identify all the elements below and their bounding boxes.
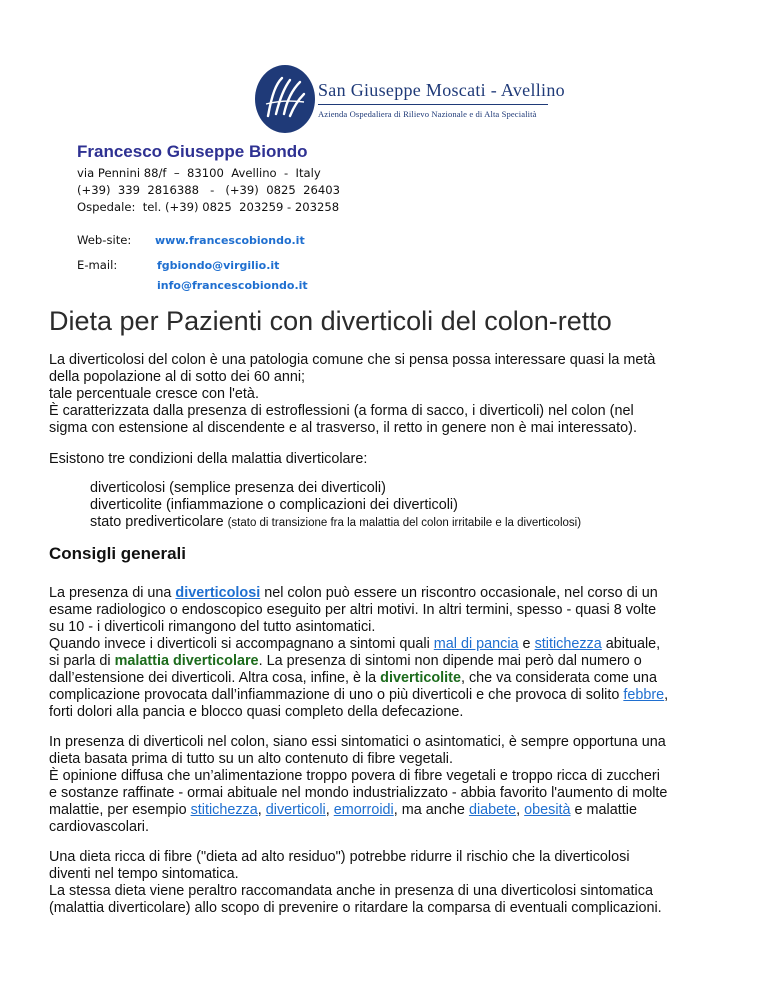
diverticoli-link[interactable]: diverticoli	[265, 802, 326, 818]
obesita-link[interactable]: obesità	[524, 802, 571, 818]
author-name: Francesco Giuseppe Biondo	[77, 142, 308, 161]
hospital-name: San Giuseppe Moscati - Avellino	[318, 80, 565, 100]
fiber-paragraph: In presenza di diverticoli nel colon, siano essi sintomatici o asintomatici, è sempre opportuna una dieta basata prima di tutto su un alto contenuto di fibre vegetali. È opinione diffusa che un’alimentazione troppo povera di fibre vegetali e troppo ricca di zuccheri e sostanze raffinate - ormai abituale nel mondo industrializzato - abbia favorito l'aumento di molte malattie, per esempio stitichezza, diverticoli, emorroidi, ma anche diabete, obesità e malattie cardiovascolari.	[49, 734, 668, 835]
intro-line: sigma con estensione al discendente e al trasverso, il retto in genere non è mai interessato).	[49, 420, 637, 436]
conditions-intro: Esistono tre condizioni della malattia diverticolare:	[49, 451, 368, 467]
condition-item: diverticolosi (semplice presenza dei diverticoli)	[90, 480, 386, 496]
general-advice-paragraph: La presenza di una diverticolosi nel colon può essere un riscontro occasionale, nel corso di un esame radiologico o endoscopico eseguito per altri motivi. In altri termini, spesso - quasi 8 volte su 10 - i diverticoli rimangono del tutto asintomatici. Quando invece i diverticoli si accompagnano a sintomi quali mal di pancia e stitichezza abituale, si parla di malattia diverticolare. La presenza di sintomi non dipende mai però dal numero o dall’estensione dei diverticoli. Altra cosa, infine, è la diverticolite, che va considerata come una complicazione provocata dall’infiammazione di uno o più diverticoli e che provoca di solito febbre, forti dolori alla pancia e blocco quasi completo della defecazione.	[49, 585, 669, 720]
website-link[interactable]: www.francescobiondo.it	[155, 234, 305, 247]
intro-paragraph	[49, 352, 729, 437]
logo-divider	[318, 104, 548, 105]
email-label: E-mail:	[77, 258, 118, 272]
hospital-subtitle: Azienda Ospedaliera di Rilievo Nazionale e di Alta Specialità	[318, 109, 537, 119]
address-line: via Pennini 88/f – 83100 Avellino - Italy	[77, 166, 321, 180]
intro-line: tale percentuale cresce con l'età.	[49, 386, 259, 402]
stitichezza-link-2[interactable]: stitichezza	[190, 802, 258, 818]
condition-item: stato prediverticolare (stato di transizione fra la malattia del colon irritabile e la diverticolosi)	[90, 514, 582, 530]
intro-line: La diverticolosi del colon è una patologia comune che si pensa possa interessare quasi la metà	[49, 352, 656, 368]
diverticolosi-link[interactable]: diverticolosi	[175, 585, 261, 601]
mal-di-pancia-link[interactable]: mal di pancia	[433, 636, 519, 652]
diabete-link[interactable]: diabete	[468, 802, 517, 818]
email-link-1[interactable]: fgbiondo@virgilio.it	[157, 259, 280, 272]
intro-line: È caratterizzata dalla presenza di estroflessioni (a forma di sacco, i diverticoli) nel colon (nel	[49, 403, 634, 419]
conditions-list	[90, 480, 581, 532]
hospital-logo	[254, 64, 565, 134]
diverticolite-term: diverticolite	[380, 670, 461, 686]
febbre-link[interactable]: febbre	[623, 687, 665, 703]
email-link-2[interactable]: info@francescobiondo.it	[157, 279, 308, 292]
hospital-phone-line: Ospedale: tel. (+39) 0825 203259 - 203258	[77, 200, 340, 214]
emorroidi-link[interactable]: emorroidi	[333, 802, 394, 818]
section-heading: Consigli generali	[49, 544, 186, 563]
document-title: Dieta per Pazienti con diverticoli del colon-retto	[49, 306, 612, 336]
hospital-monogram-logo-icon	[254, 64, 316, 134]
malattia-diverticolare-term: malattia diverticolare	[114, 653, 259, 669]
high-fiber-diet-paragraph: Una dieta ricca di fibre ("dieta ad alto residuo") potrebbe ridurre il rischio che la diverticolosi diventi nel tempo sintomatica. La stessa dieta viene peraltro raccomandata anche in presenza di una diverticolosi sintomatica (malattia diverticolare) allo scopo di prevenire o ritardare la comparsa di eventuali complicazioni.	[49, 849, 662, 916]
website-label: Web-site:	[77, 233, 132, 247]
phone-line: (+39) 339 2816388 - (+39) 0825 26403	[77, 183, 340, 197]
stitichezza-link[interactable]: stitichezza	[534, 636, 602, 652]
intro-line: della popolazione al di sotto dei 60 anni;	[49, 369, 306, 385]
condition-item: diverticolite (infiammazione o complicazioni dei diverticoli)	[90, 497, 458, 513]
